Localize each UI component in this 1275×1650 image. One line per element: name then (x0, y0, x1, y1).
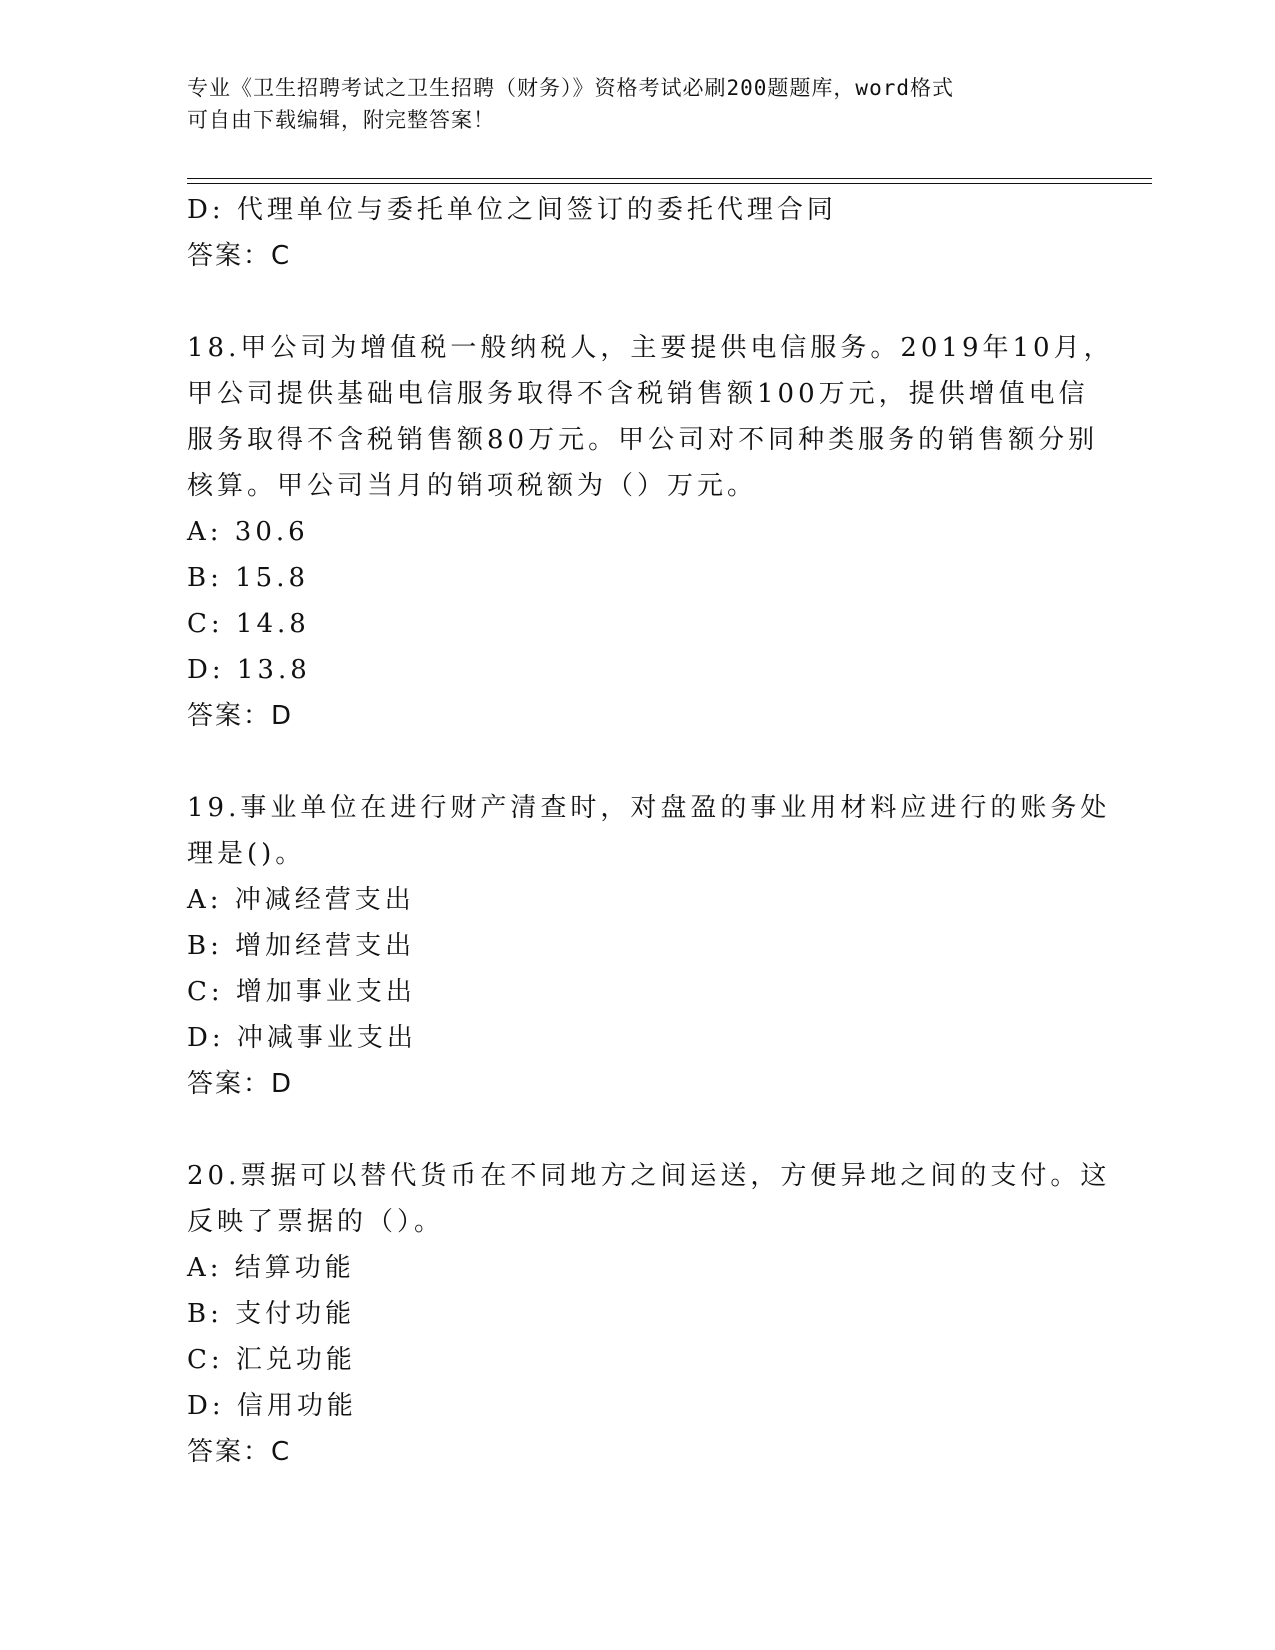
answer: 答案：D (187, 1069, 294, 1099)
question-stem-line: 20.票据可以替代货币在不同地方之间运送，方便异地之间的支付。这 (187, 1161, 1111, 1191)
question-stem-line: 反映了票据的（）。 (187, 1207, 445, 1237)
option-d: D: 信用功能 (187, 1391, 357, 1421)
option-b: B: 支付功能 (187, 1299, 356, 1329)
answer: 答案：C (187, 241, 292, 271)
question-list (187, 187, 1114, 1475)
question-stem-line: 18.甲公司为增值税一般纳税人，主要提供电信服务。2019年10月， (187, 333, 1114, 363)
header-line-1: 专业《卫生招聘考试之卫生招聘（财务）》资格考试必刷200题题库，word格式 (187, 76, 954, 100)
option-c: C: 增加事业支出 (187, 977, 416, 1007)
option-a: A: 冲减经营支出 (187, 885, 415, 915)
question-18 (187, 325, 1114, 739)
question-20 (187, 1153, 1111, 1475)
page-header (187, 72, 1087, 136)
option-d: D: 冲减事业支出 (187, 1023, 417, 1053)
option-a: A: 30.6 (187, 517, 309, 547)
answer: 答案：D (187, 701, 294, 731)
spacer (187, 1107, 1107, 1153)
previous-question-tail (187, 187, 1107, 279)
answer: 答案：C (187, 1437, 292, 1467)
option-d: D: 代理单位与委托单位之间签订的委托代理合同 (187, 195, 837, 225)
spacer (187, 279, 1107, 325)
question-stem-line: 甲公司提供基础电信服务取得不含税销售额100万元，提供增值电信 (187, 379, 1089, 409)
question-stem-line: 核算。甲公司当月的销项税额为（）万元。 (187, 471, 758, 501)
option-a: A: 结算功能 (187, 1253, 355, 1283)
question-19 (187, 785, 1111, 1107)
question-stem-line: 理是()。 (187, 839, 306, 869)
spacer (187, 739, 1107, 785)
header-divider-top (187, 178, 1152, 179)
header-divider-bottom (187, 183, 1152, 184)
option-c: C: 14.8 (187, 609, 310, 639)
question-stem-line: 19.事业单位在进行财产清查时，对盘盈的事业用材料应进行的账务处 (187, 793, 1111, 823)
header-line-2: 可自由下载编辑，附完整答案！ (187, 108, 495, 132)
option-d: D: 13.8 (187, 655, 311, 685)
option-c: C: 汇兑功能 (187, 1345, 356, 1375)
option-b: B: 15.8 (187, 563, 310, 593)
option-b: B: 增加经营支出 (187, 931, 416, 961)
question-stem-line: 服务取得不含税销售额80万元。甲公司对不同种类服务的销售额分别 (187, 425, 1099, 455)
